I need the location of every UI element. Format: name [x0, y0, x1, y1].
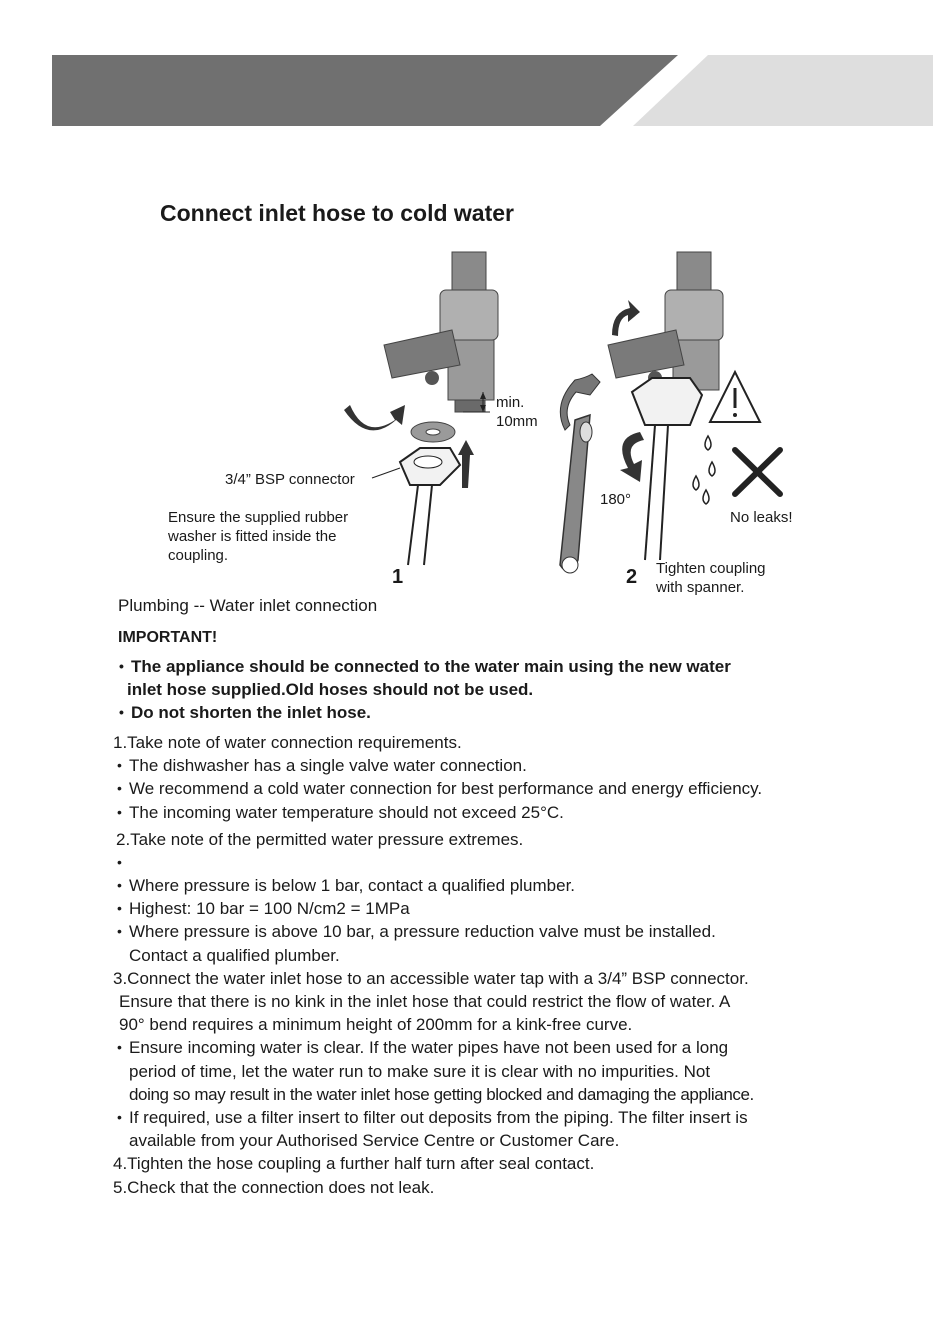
tighten-label-line: Tighten coupling	[656, 560, 766, 577]
figure-caption: Plumbing -- Water inlet connection	[118, 596, 378, 615]
page-title: Connect inlet hose to cold water	[160, 200, 514, 226]
spanner-icon	[560, 374, 600, 573]
rotate-arrow-icon	[612, 300, 640, 336]
cross-icon	[735, 450, 780, 494]
bullet-text: • Where pressure is above 10 bar, a pressure reduction valve must be installed.	[113, 920, 833, 943]
tap-1-illustration	[384, 252, 498, 412]
step-text: 3.Connect the water inlet hose to an accessible water tap with a 3/4” BSP connector.	[113, 968, 749, 988]
bullet-text: • We recommend a cold water connection for best performance and energy efficiency.	[113, 777, 833, 800]
bullet-text: • If required, use a filter insert to filter out deposits from the piping. The filter insert is	[113, 1106, 833, 1129]
tap-2-illustration	[608, 252, 723, 560]
rotate-arrow-icon	[620, 432, 644, 482]
bullet-text-cont: doing so may result in the water inlet hose getting blocked and damaging the appliance.	[129, 1084, 754, 1104]
step-2-number: 2	[626, 566, 638, 588]
step-text-cont: 90° bend requires a minimum height of 200mm for a kink-free curve.	[119, 1015, 633, 1035]
bullet-text	[113, 851, 833, 874]
header-accent	[633, 55, 933, 126]
step-text: 2.Take note of the permitted water pressure extremes.	[116, 829, 524, 849]
connector-label: 3/4” BSP connector	[225, 471, 355, 488]
step-text: 1.Take note of water connection requirements.	[113, 733, 462, 752]
bullet-text: • The dishwasher has a single valve water connection.	[113, 754, 833, 777]
header-banner	[0, 0, 933, 140]
rotate-arrow-icon	[344, 405, 405, 430]
washer-note-line: Ensure the supplied rubber	[168, 509, 349, 526]
step-text-cont: Ensure that there is no kink in the inlet hose that could restrict the flow of water. A	[119, 992, 731, 1012]
header-band	[52, 55, 678, 126]
bullet-text: • Ensure incoming water is clear. If the water pipes have not been used for a long	[113, 1036, 833, 1059]
water-drops-icon	[693, 436, 715, 504]
inlet-hose-illustration	[0, 240, 933, 620]
angle-label: 180°	[600, 491, 632, 508]
coupling-1	[400, 448, 460, 565]
tighten-label-line: with spanner.	[656, 579, 745, 596]
bullet-text: • Where pressure is below 1 bar, contact a qualified plumber.	[113, 874, 833, 897]
bullet-text: • Highest: 10 bar = 100 N/cm2 = 1MPa	[113, 897, 833, 920]
step-1-number: 1	[392, 566, 404, 588]
min-value: 10mm	[496, 413, 538, 430]
no-leaks-label: No leaks!	[730, 509, 793, 526]
important-item: • Do not shorten the inlet hose.	[115, 701, 835, 724]
step-text: 4.Tighten the hose coupling a further half turn after seal contact.	[113, 1154, 595, 1174]
bullet-text: • The incoming water temperature should not exceed 25°C.	[113, 801, 833, 824]
important-heading: IMPORTANT!	[118, 629, 218, 646]
step-text: 5.Check that the connection does not leak.	[113, 1177, 435, 1197]
bullet-text-cont: available from your Authorised Service Centre or Customer Care.	[129, 1131, 620, 1151]
washer-note-line: coupling.	[168, 547, 229, 564]
bullet-text-cont: period of time, let the water run to make sure it is clear with no impurities. Not	[129, 1061, 711, 1081]
washer-note-line: washer is fitted inside the	[168, 528, 337, 545]
instructions-body	[113, 731, 833, 1199]
important-item-cont: inlet hose supplied.Old hoses should not be used.	[127, 680, 534, 699]
important-list	[115, 655, 835, 724]
min-label: min.	[496, 394, 525, 411]
important-item: • The appliance should be connected to the water main using the new water	[115, 655, 835, 678]
bullet-text-cont: Contact a qualified plumber.	[129, 945, 340, 965]
